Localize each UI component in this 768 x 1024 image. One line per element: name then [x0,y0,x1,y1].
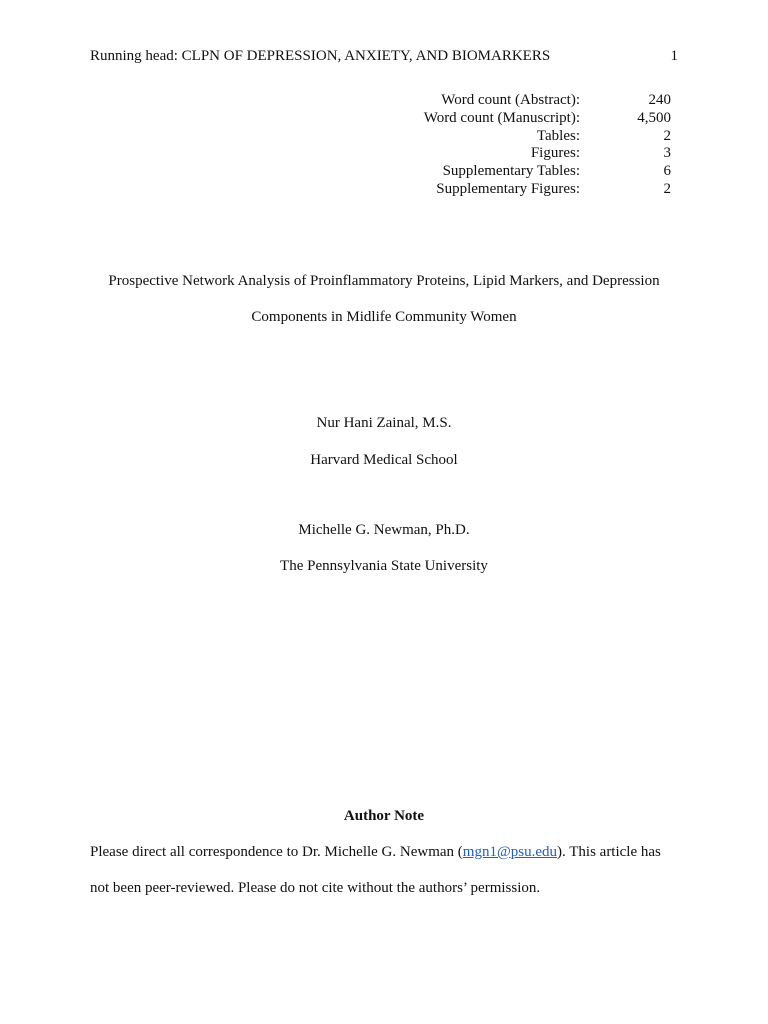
count-label: Tables: [536,127,580,144]
manuscript-counts [380,92,671,199]
author-note-text-before-email: Please direct all correspondence to Dr. Michelle G. Newman ( [90,844,463,860]
count-label: Word count (Manuscript): [423,109,580,126]
count-row-tables [380,128,671,146]
author-note-heading: Author Note [343,808,425,824]
count-label: Figures: [530,145,580,162]
title-line-2: Components in Midlife Community Women [251,309,517,325]
running-head [90,46,678,66]
count-label: Supplementary Figures: [436,180,580,197]
title-line-1: Prospective Network Analysis of Proinflammatory Proteins, Lipid Markers, and Depression [108,273,660,289]
author-affiliation-2: The Pennsylvania State University [280,558,488,574]
count-value: 240 [648,92,671,108]
count-value: 4,500 [637,109,671,126]
running-head-text: Running head: CLPN OF DEPRESSION, ANXIETY, AND BIOMARKERS [90,48,551,64]
author-note-text-after-email: ). This article has [557,844,661,860]
count-value: 3 [663,145,671,162]
count-row-supplementary-tables [380,163,671,181]
correspondence-email-link[interactable]: mgn1@psu.edu [462,844,558,860]
count-row-abstract-words [380,92,671,110]
count-label: Supplementary Tables: [442,163,580,180]
count-value: 2 [663,180,671,197]
author-note-line-2: not been peer-reviewed. Please do not cite without the authors’ permission. [90,880,541,896]
count-value: 2 [663,127,671,144]
count-row-manuscript-words [380,110,671,128]
author-name-1: Nur Hani Zainal, M.S. [316,415,452,431]
author-affiliation-1: Harvard Medical School [310,452,458,468]
author-name-2: Michelle G. Newman, Ph.D. [298,522,470,538]
count-value: 6 [663,163,671,180]
author-note-line-1 [90,842,680,862]
page-number: 1 [670,48,678,64]
count-row-supplementary-figures [380,181,671,199]
count-label: Word count (Abstract): [441,92,580,108]
count-row-figures [380,145,671,163]
